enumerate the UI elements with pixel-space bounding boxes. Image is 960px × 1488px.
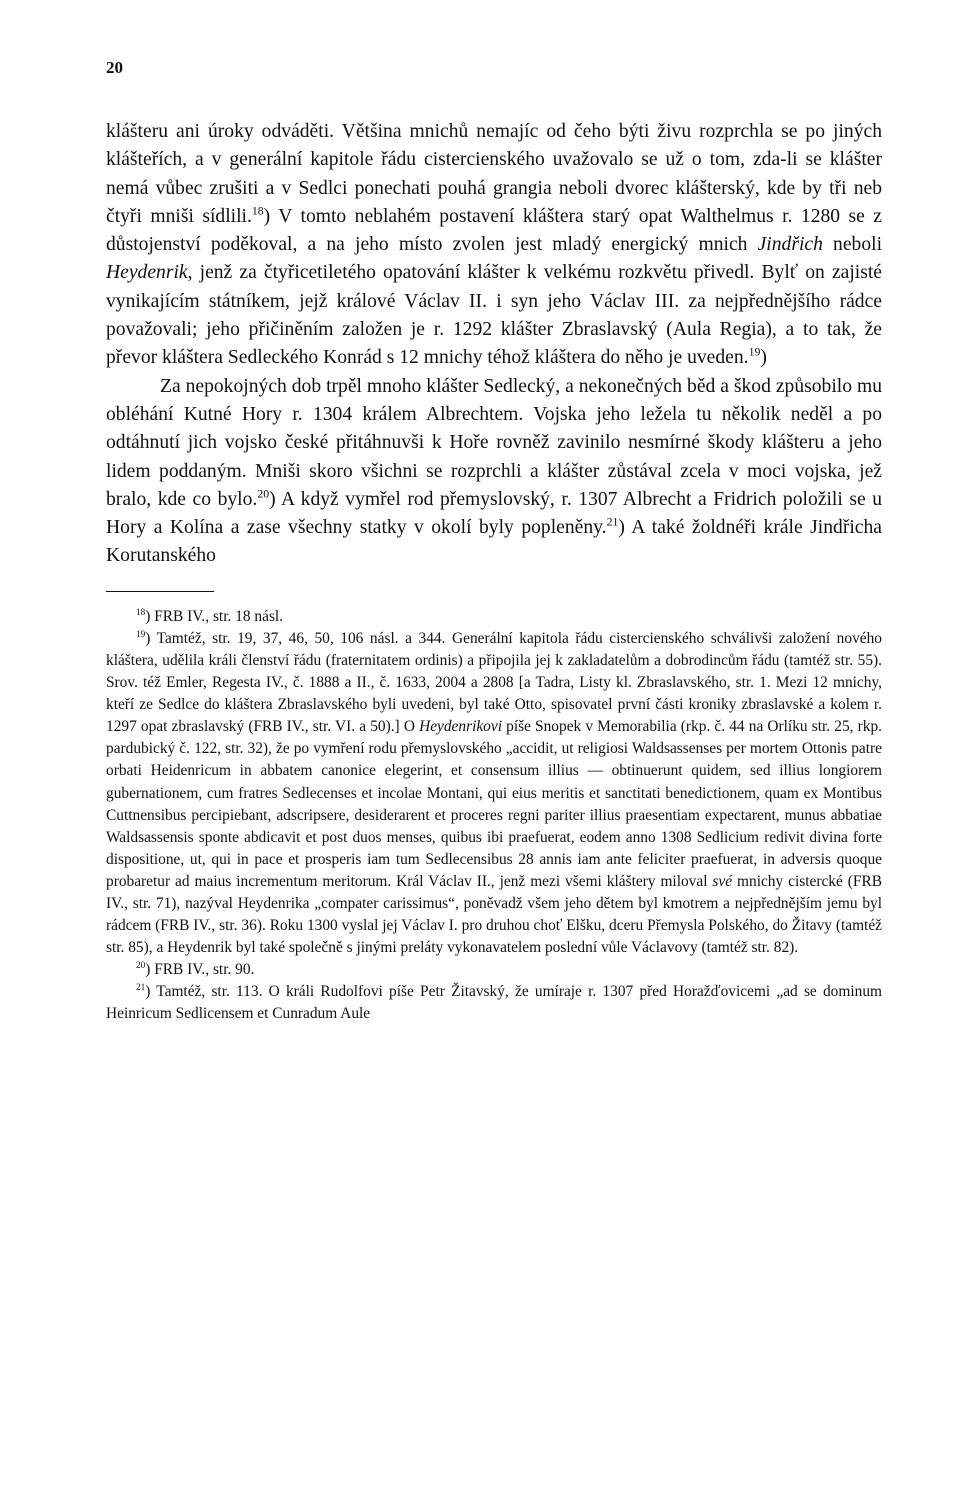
text-run: ) A také žoldnéři krále Jindřicha Korutanského: [106, 517, 882, 567]
footnote-text: ) FRB IV., str. 90.: [145, 961, 255, 979]
italic-name: Heydenrik: [106, 262, 188, 284]
text-run: ): [760, 347, 767, 369]
italic-name: Heydenrikovi: [419, 718, 502, 736]
footnote-ref-18[interactable]: 18: [251, 204, 264, 218]
footnote-number: 21: [136, 982, 146, 993]
footnote-text: mnichy cistercké (FRB IV., str. 71), nazýval Heydenrika „compater carissimus“, poněvadž všem jeho dětem byl kmotrem a nejpřednějším jemu byl rádcem (FRB IV., str. 36). Roku 1300 vyslal jej Václav I. pro druhou choť Elšku, dceru Přemysla Polského, do Žitavy (tamtéž str. 85), a Heydenrik byl také společně s jinými preláty vykonavatelem poslední vůle Václavovy (tamtéž str. 82).: [106, 872, 883, 957]
footnotes: [106, 606, 882, 1026]
footnote-18: [106, 606, 882, 628]
footnote-separator: [106, 591, 214, 592]
footnote-number: 20: [136, 960, 146, 971]
text-run: ) V tomto neblahém postavení kláštera starý opat Walthelmus r. 1280 se z důstojenství poděkoval, a na jeho místo zvolen jest mladý energický mnich: [106, 205, 882, 256]
body-paragraph: [106, 373, 882, 571]
italic-name: Jindřich: [757, 234, 823, 256]
italic-word: své: [712, 872, 733, 890]
footnote-text: píše Snopek v Memorabilia (rkp. č. 44 na Orlíku str. 25, rkp. pardubický č. 122, str. 32), že po vymření rodu přemyslovského „accidit, ut religiosi Waldsassenses per mortem Ottonis patre orbati Heidenricum in abbatem canonice elegerint, et consensum illius — obtinuerunt quidem, sed illius longiorem gubernationem, cum fratres Sedlecenses et incolae Montani, qui eius meritis et sanctitati benedictionem, quam ex Montibus Cuttnensibus percipiebant, adscripsere, desiderarent et proceres regni pariter illius praesentiam expectarent, munus abbatiae Waldsassensis sponte abdicavit et post duos menses, quibus ibi praefuerat, eodem anno 1308 Sedlicium redivit divina forte dispositione, ut, qui in pace et prosperis iam tum Sedlecensibus 28 annis iam ante feliciter praefuerat, in adversis quoque probaretur ad maius incrementum meritorum. Král Václav II., jenž mezi všemi kláštery miloval: [106, 718, 882, 890]
footnote-ref-21[interactable]: 21: [606, 515, 619, 529]
footnote-text: ) Tamtéž, str. 113. O králi Rudolfovi píše Petr Žitavský, že umíraje r. 1307 před Horažďovicemi „ad se dominum Heinricum Sedlicensem et Cunradum Aule: [106, 983, 882, 1023]
text-run: ) A když vymřel rod přemyslovský, r. 1307 Albrecht a Fridrich položili se u Hory a Kolína a zase všechny statky v okolí byly popleněny.: [106, 488, 882, 539]
footnote-20: [106, 959, 882, 981]
footnote-ref-19[interactable]: 19: [748, 345, 761, 359]
footnote-text: ) FRB IV., str. 18 násl.: [145, 607, 284, 625]
body-text: [106, 118, 882, 571]
text-run: Za nepokojných dob trpěl mnoho klášter Sedlecký, a nekonečných běd a škod způsobilo mu obléhání Kutné Hory r. 1304 králem Albrechtem. Vojska jeho ležela tu několik neděl a po odtáhnutí jich vojsko české přitáhnuvši k Hoře rovněž zavinilo nesmírné škody klášteru a jeho lidem poddaným. Mniši skoro všichni se rozprchli a klášter zůstával zcela v moci vojska, jež bralo, kde co bylo.: [106, 375, 882, 510]
footnote-ref-20[interactable]: 20: [257, 487, 270, 501]
footnote-19: [106, 628, 882, 959]
text-run: klášteru ani úroky odváděti. Většina mnichů nemajíc od čeho býti živu rozprchla se po jiných klášteřích, a v generální kapitole řádu cistercienského uvažovalo se už o tom, zda-li se klášter nemá vůbec zrušiti a v Sedlci ponechati pouhá grangia neboli dvorec klášterský, kde by tři neb čtyři mniši sídlili.: [106, 121, 882, 227]
footnote-text: ) Tamtéž, str. 19, 37, 46, 50, 106 násl. a 344. Generální kapitola řádu cistercienského schválivši založení nového kláštera, udělila králi členství řádu (fraternitatem ordinis) a připojila jej k zakladatelům a dobrodincům řádu (tamtéž str. 55). Srov. též Emler, Regesta IV., č. 1888 a II., č. 1633, 2004 a 2808 [a Tadra, Listy kl. Zbraslavského, str. 1. Mezi 12 mnichy, kteří ze Sedlce do kláštera Zbraslavského byli uvedeni, byl také Otto, spisovatel první části kroniky zbraslavské a kolem r. 1297 opat zbraslavský (FRB IV., str. VI. a 50).] O: [106, 629, 882, 736]
body-paragraph: [106, 118, 882, 373]
document-page: [106, 58, 882, 1026]
page-number: 20: [106, 58, 123, 77]
footnote-number: 19: [136, 628, 146, 639]
footnote-21: [106, 981, 882, 1025]
text-run: neboli: [822, 234, 883, 256]
text-run: , jenž za čtyřicetiletého opatování klášter k velkému rozkvětu přivedl. Bylť on zajisté vynikajícím státníkem, jejž králové Václav II. i syn jeho Václav III. za nejpřednějšího rádce považovali; jeho přičiněním založen je r. 1292 klášter Zbraslavský (Aula Regia), a to tak, že převor kláštera Sedleckého Konrád s 12 mnichy téhož kláštera do něho je uveden.: [106, 262, 882, 369]
footnote-number: 18: [136, 606, 146, 617]
